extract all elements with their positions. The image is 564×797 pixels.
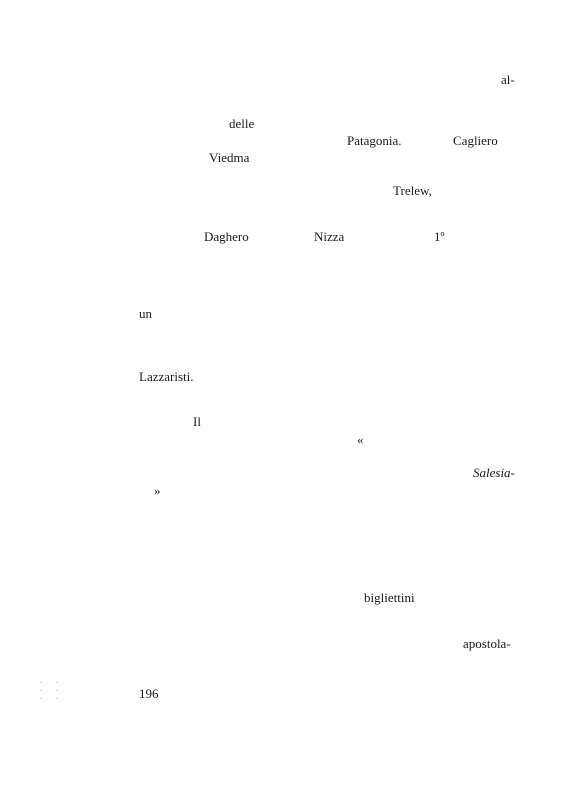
text-fragment: Lazzaristi. <box>139 369 194 384</box>
text-fragment: Patagonia. <box>347 133 402 148</box>
margin-speckles <box>38 680 62 702</box>
text-fragment: Daghero <box>204 229 249 244</box>
text-fragment-italic: Salesia- <box>473 465 515 480</box>
text-fragment: al- <box>501 72 515 87</box>
text-fragment: un <box>139 306 152 321</box>
text-fragment: delle <box>229 116 255 131</box>
text-fragment: 1º <box>434 229 445 244</box>
text-fragment: Trelew, <box>393 183 432 198</box>
text-fragment: Il <box>193 414 201 429</box>
text-fragment: apostola- <box>463 636 511 651</box>
page-number: 196 <box>139 686 159 701</box>
text-fragment: Nizza <box>314 229 345 244</box>
text-fragment: bigliettini <box>364 590 415 605</box>
text-fragment: » <box>154 483 161 498</box>
text-fragment: « <box>357 432 364 447</box>
text-fragment: Cagliero <box>453 133 498 148</box>
text-fragment: Viedma <box>209 150 250 165</box>
